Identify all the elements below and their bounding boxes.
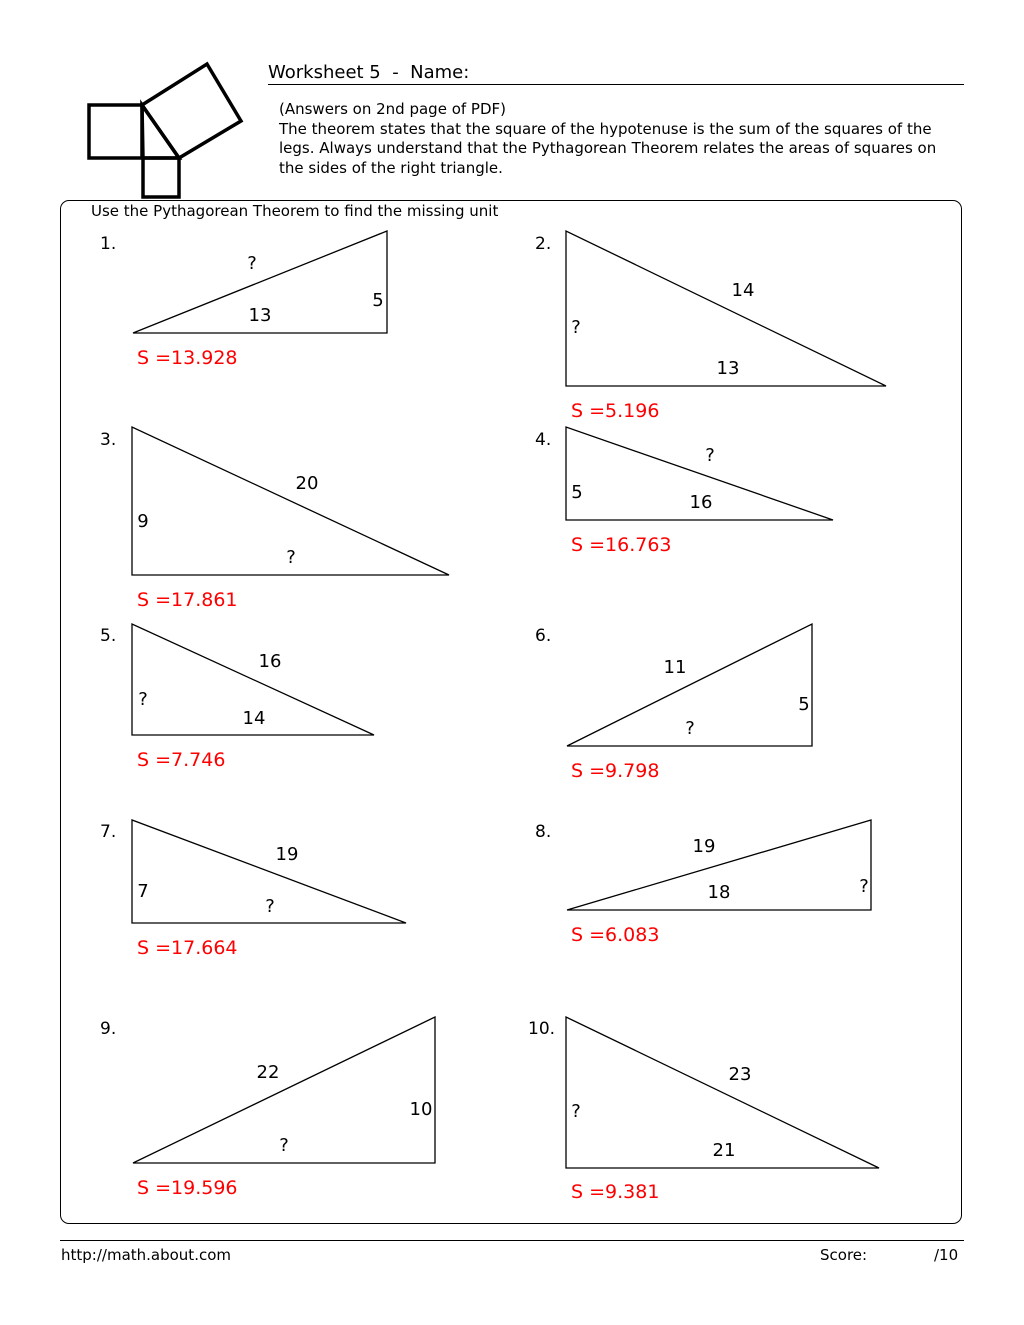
worksheet-title: Worksheet 5 - Name: [268,62,470,83]
answer-text: S =9.798 [571,760,660,782]
side-label: ? [685,718,695,739]
answer-text: S =5.196 [571,400,660,422]
answer-text: S =13.928 [137,347,238,369]
side-label: ? [265,896,275,917]
side-label: 5 [571,482,583,503]
score-label: Score: [820,1246,868,1264]
side-label: 5 [798,694,810,715]
side-label: 19 [275,844,299,865]
problem-number: 1. [100,234,117,254]
answer-text: S =17.664 [137,937,238,959]
side-label: ? [705,445,715,466]
problem-number: 2. [535,234,552,254]
footer-url: http://math.about.com [61,1246,231,1264]
answers-note: (Answers on 2nd page of PDF) [279,100,507,118]
problem-number: 5. [100,626,117,646]
problem-number: 10. [528,1019,556,1039]
problem-number: 4. [535,430,552,450]
side-label: 23 [728,1064,752,1085]
side-label: ? [138,689,148,710]
answer-text: S =9.381 [571,1181,660,1203]
side-label: ? [571,1101,581,1122]
side-label: ? [859,876,869,897]
problem-number: 7. [100,822,117,842]
problem-number: 9. [100,1019,117,1039]
side-label: ? [279,1135,289,1156]
problem-number: 3. [100,430,117,450]
side-label: 18 [707,882,731,903]
side-label: 11 [663,657,687,678]
answer-text: S =17.861 [137,589,238,611]
side-label: 19 [692,836,716,857]
instruction-text: Use the Pythagorean Theorem to find the missing unit [91,202,499,220]
side-label: 16 [258,651,282,672]
side-label: 16 [689,492,713,513]
answer-text: S =7.746 [137,749,226,771]
answer-text: S =16.763 [571,534,672,556]
side-label: 20 [295,473,319,494]
side-label: 13 [248,305,272,326]
side-label: 9 [137,511,149,532]
problem-number: 8. [535,822,552,842]
side-label: 14 [242,708,266,729]
score-total: /10 [934,1246,959,1264]
footer-rule [60,1240,964,1241]
side-label: 10 [409,1099,433,1120]
answer-text: S =6.083 [571,924,660,946]
side-label: 22 [256,1062,280,1083]
side-label: 14 [731,280,755,301]
side-label: 5 [372,290,384,311]
theorem-description: The theorem states that the square of the hypotenuse is the sum of the squares of the legs. Always understand that the Pythagorean Theorem relates the areas of squares on the sides of the right triangle. [279,119,937,177]
side-label: ? [286,547,296,568]
side-label: ? [571,317,581,338]
problem-number: 6. [535,626,552,646]
side-label: 13 [716,358,740,379]
side-label: 21 [712,1140,736,1161]
side-label: 7 [137,881,149,902]
answer-text: S =19.596 [137,1177,238,1199]
side-label: ? [247,253,257,274]
